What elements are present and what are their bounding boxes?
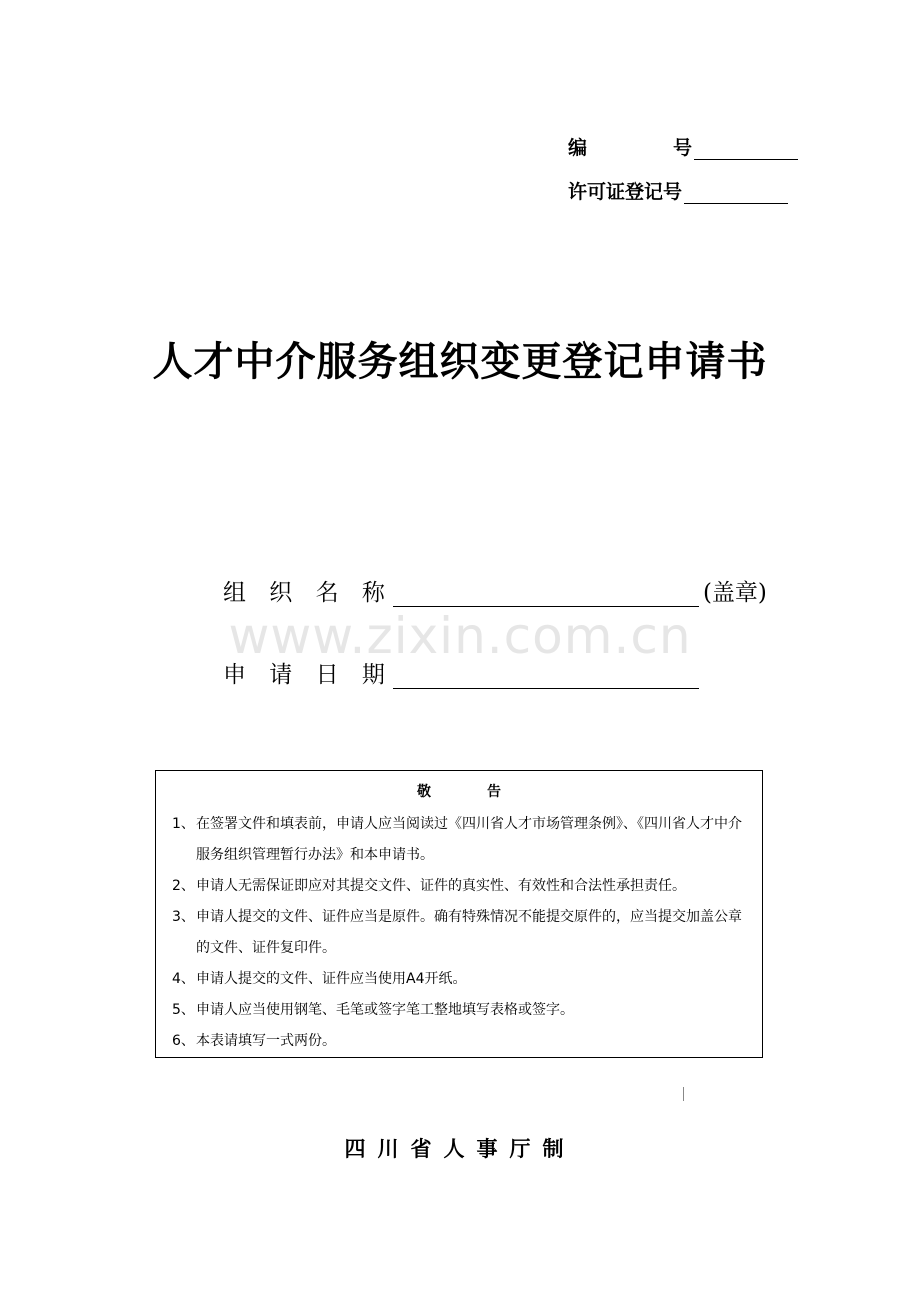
notice-item-text: 申请人提交的文件、证件应当使用A4开纸。 (196, 971, 467, 987)
notice-title: 敬告 (417, 784, 557, 800)
notice-item (156, 902, 762, 964)
divider-mark (683, 1087, 684, 1101)
notice-item-text: 申请人提交的文件、证件应当是原件。确有特殊情况不能提交原件的，应当提交加盖公章的文件、证件复印件。 (196, 909, 742, 956)
issuer-footer: 四川省人事厅制 (344, 1136, 576, 1161)
license-number-field[interactable] (684, 183, 788, 204)
notice-item-number: 6、 (172, 1033, 195, 1049)
document-number-field[interactable] (694, 139, 798, 160)
org-name-label: 组 织 名 称 (223, 580, 393, 606)
notice-item-text: 申请人应当使用钢笔、毛笔或签字笔工整地填写表格或签字。 (196, 1002, 574, 1018)
notice-item (156, 809, 762, 871)
apply-date-label: 申 请 日 期 (223, 662, 393, 688)
license-number-row (568, 177, 788, 204)
notice-item-text: 在签署文件和填表前，申请人应当阅读过《四川省人才市场管理条例》、《四川省人才中介服务组织管理暂行办法》和本申请书。 (196, 816, 742, 863)
watermark: www.zixin.com.cn (228, 607, 692, 665)
notice-item-number: 2、 (172, 878, 195, 894)
notice-item-text: 本表请填写一式两份。 (196, 1033, 336, 1049)
notice-item (156, 995, 762, 1026)
notice-item-number: 5、 (172, 1002, 195, 1018)
number-label-left: 编 (568, 137, 588, 159)
notice-item-number: 1、 (172, 816, 195, 832)
notice-box (155, 770, 763, 1058)
document-number-row (568, 133, 798, 160)
notice-item-number: 4、 (172, 971, 195, 987)
org-name-field[interactable] (393, 582, 699, 607)
notice-item (156, 964, 762, 995)
apply-date-field[interactable] (393, 664, 699, 689)
number-label-right: 号 (672, 137, 692, 159)
document-title: 人才中介服务组织变更登记申请书 (152, 338, 768, 385)
document-number-label (568, 133, 692, 160)
apply-date-row (223, 656, 699, 689)
notice-item-number: 3、 (172, 909, 195, 925)
seal-note: (盖章) (702, 580, 767, 606)
notice-item (156, 871, 762, 902)
org-name-row (223, 574, 767, 607)
notice-item-text: 申请人无需保证即应对其提交文件、证件的真实性、有效性和合法性承担责任。 (196, 878, 686, 894)
notice-item (156, 1026, 762, 1057)
license-number-label: 许可证登记号 (568, 181, 683, 203)
notice-list (156, 809, 762, 1057)
